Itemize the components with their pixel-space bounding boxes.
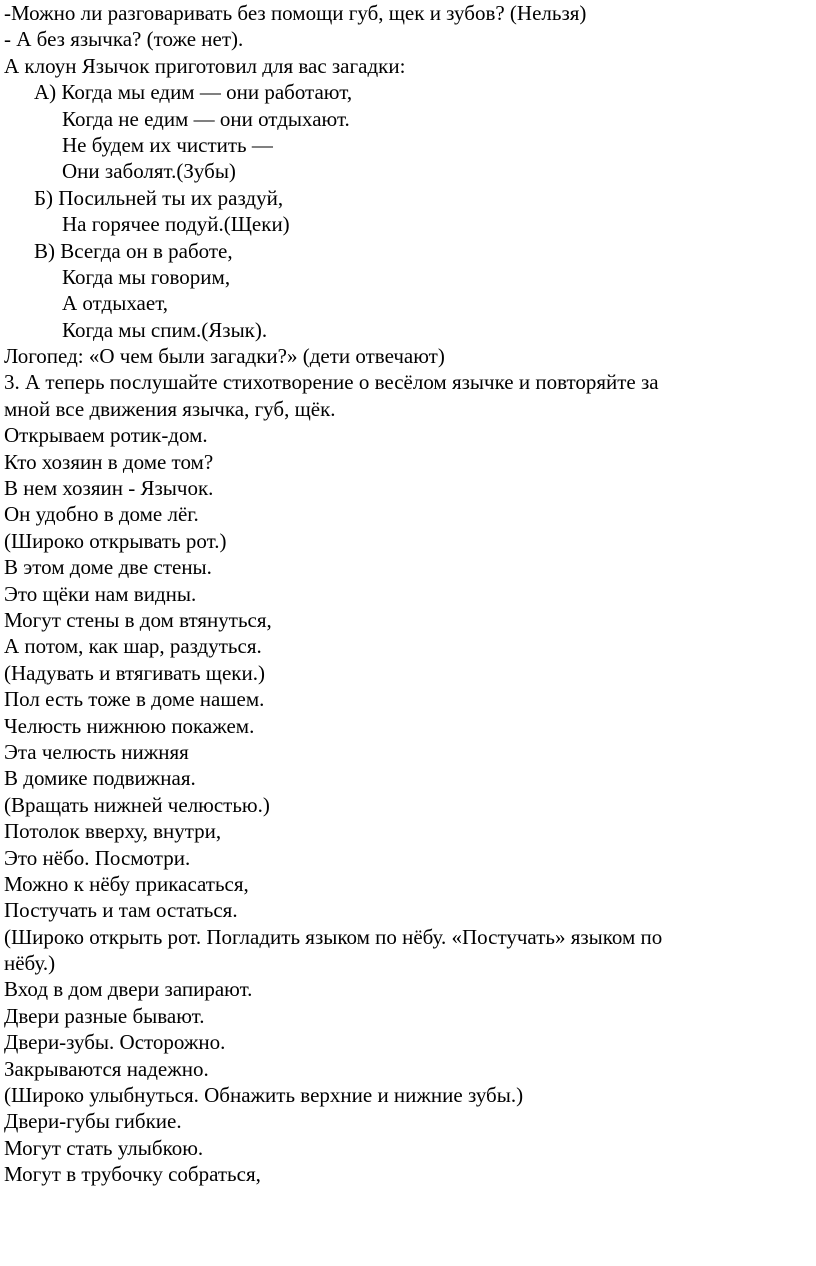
text-line: А) Когда мы едим — они работают, bbox=[34, 80, 353, 105]
text-line: Потолок вверху, внутри, bbox=[4, 819, 222, 844]
text-line: Когда не едим — они отдыхают. bbox=[62, 106, 350, 131]
text-line: А потом, как шар, раздуться. bbox=[4, 634, 262, 659]
text-line: Открываем ротик-дом. bbox=[4, 423, 208, 448]
text-line: Пол есть тоже в доме нашем. bbox=[4, 687, 265, 712]
text-line: В домике подвижная. bbox=[4, 766, 196, 791]
text-line: нёбу.) bbox=[4, 951, 56, 976]
text-line: Двери-губы гибкие. bbox=[4, 1109, 182, 1134]
text-line: Когда мы спим.(Язык). bbox=[62, 317, 268, 342]
text-line: На горячее подуй.(Щеки) bbox=[62, 212, 290, 237]
text-line: Могут в трубочку собраться, bbox=[4, 1162, 261, 1187]
text-line: Это нёбо. Посмотри. bbox=[4, 845, 191, 870]
text-line: А отдыхает, bbox=[62, 291, 169, 316]
text-line: Не будем их чистить — bbox=[62, 132, 273, 157]
text-line: Он удобно в доме лёг. bbox=[4, 502, 199, 527]
text-line: В) Всегда он в работе, bbox=[34, 238, 233, 263]
text-line: (Широко улыбнуться. Обнажить верхние и нижние зубы.) bbox=[4, 1083, 524, 1108]
text-line: Когда мы говорим, bbox=[62, 264, 231, 289]
text-line: (Надувать и втягивать щеки.) bbox=[4, 660, 265, 685]
text-line: Закрываются надежно. bbox=[4, 1056, 209, 1081]
text-line: Могут стать улыбкою. bbox=[4, 1135, 204, 1160]
text-line: В нем хозяин - Язычок. bbox=[4, 476, 214, 501]
text-line: В этом доме две стены. bbox=[4, 555, 212, 580]
text-line: (Широко открывать рот.) bbox=[4, 528, 227, 553]
text-line: (Вращать нижней челюстью.) bbox=[4, 792, 270, 817]
text-line: Кто хозяин в доме том? bbox=[4, 449, 214, 474]
text-line: (Широко открыть рот. Погладить языком по нёбу. «Постучать» языком по bbox=[4, 924, 663, 949]
text-line: Постучать и там остаться. bbox=[4, 898, 238, 923]
text-line: Эта челюсть нижняя bbox=[4, 739, 189, 764]
text-line: Это щёки нам видны. bbox=[4, 581, 197, 606]
text-line: Они заболят.(Зубы) bbox=[62, 159, 236, 184]
text-line: Б) Посильней ты их раздуй, bbox=[34, 185, 284, 210]
text-line: Могут стены в дом втянуться, bbox=[4, 607, 272, 632]
text-line: Вход в дом двери запирают. bbox=[4, 977, 253, 1002]
text-line: -Можно ли разговаривать без помощи губ, щек и зубов? (Нельзя) bbox=[4, 1, 587, 25]
text-line: Можно к нёбу прикасаться, bbox=[4, 871, 249, 896]
text-line: Двери-зубы. Осторожно. bbox=[4, 1030, 226, 1055]
text-line: Челюсть нижнюю покажем. bbox=[4, 713, 255, 738]
text-line: А клоун Язычок приготовил для вас загадки: bbox=[4, 53, 406, 78]
text-line: - А без язычка? (тоже нет). bbox=[4, 27, 244, 52]
text-line: мной все движения язычка, губ, щёк. bbox=[4, 396, 336, 421]
text-line: 3. А теперь послушайте стихотворение о весёлом язычке и повторяйте за bbox=[4, 370, 659, 395]
text-line: Двери разные бывают. bbox=[4, 1003, 205, 1028]
text-line: Логопед: «О чем были загадки?» (дети отвечают) bbox=[4, 344, 445, 369]
